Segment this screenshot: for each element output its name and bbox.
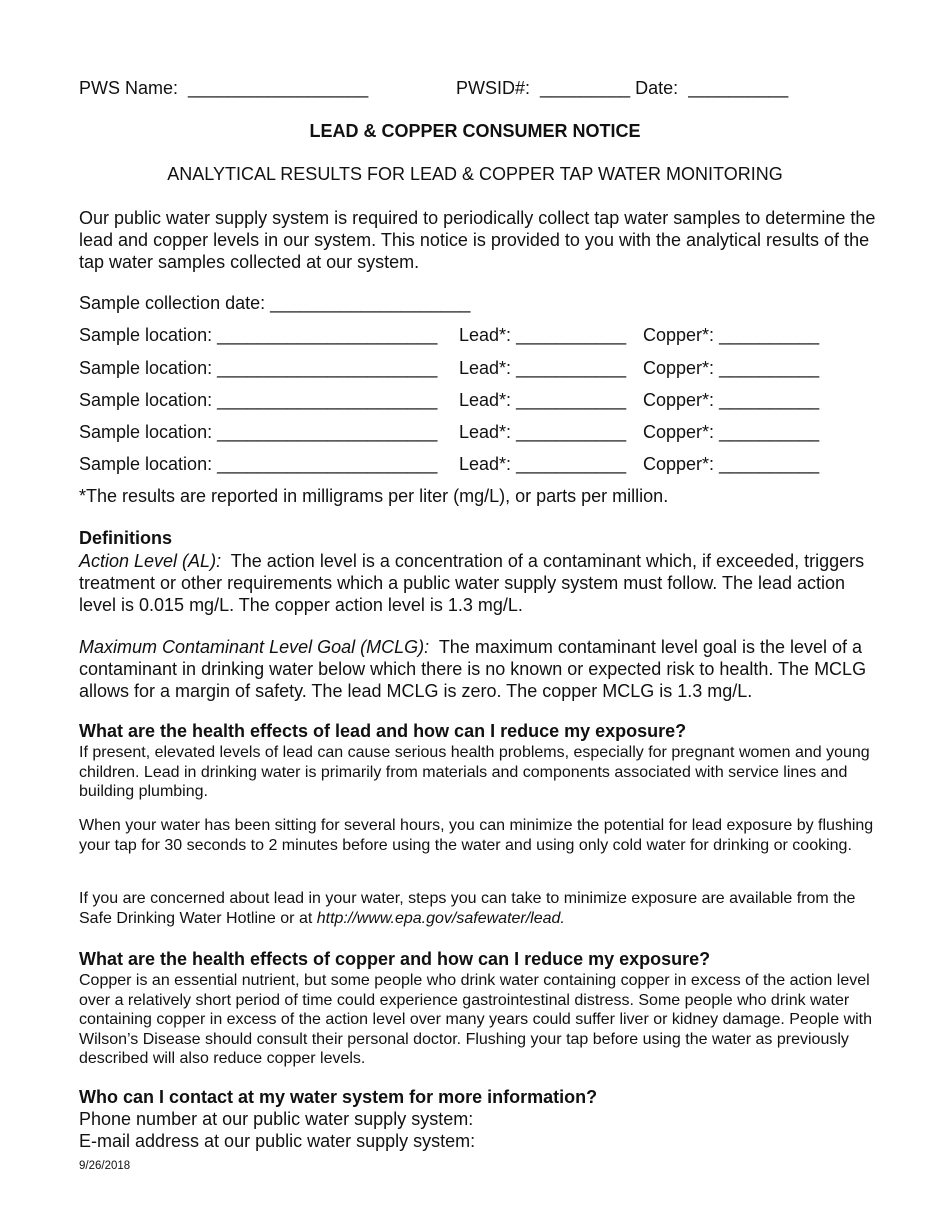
action-level-term: Action Level (AL): [79, 551, 222, 571]
pws-name-label: PWS Name: [79, 78, 179, 98]
lead-blank[interactable]: ___________ [516, 454, 627, 474]
sample-location-blank[interactable]: ______________________ [217, 454, 438, 474]
copper-label: Copper*: [643, 390, 715, 410]
lead-blank[interactable]: ___________ [516, 358, 627, 378]
copper-blank[interactable]: __________ [719, 390, 820, 410]
units-note: *The results are reported in milligrams per liter (mg/L), or parts per million. [79, 486, 669, 506]
contact-phone-label: Phone number at our public water supply system: [79, 1109, 474, 1129]
mclg-text: The maximum contaminant level goal is the level of a contaminant in drinking water below which there is no known or expected risk to health. The MCLG allows for a margin of safety. The lead MCLG is zero. The copper MCLG is 1.3 mg/L. [79, 637, 867, 701]
page-subtitle: ANALYTICAL RESULTS FOR LEAD & COPPER TAP WATER MONITORING [167, 164, 783, 184]
lead-label: Lead*: [459, 422, 512, 442]
page-title: LEAD & COPPER CONSUMER NOTICE [309, 121, 641, 141]
lead-label: Lead*: [459, 390, 512, 410]
lead-paragraph-3-text: If you are concerned about lead in your water, steps you can take to minimize exposure are available from the Safe Drinking Water Hotline or at [79, 890, 856, 927]
date-label: Date: [635, 78, 679, 98]
copper-section-heading: What are the health effects of copper and how can I reduce my exposure? [79, 949, 711, 969]
lead-paragraph-2: When your water has been sitting for several hours, you can minimize the potential for lead exposure by flushing your tap for 30 seconds to 2 minutes before using the water and using only cold water for drinking or cooking. [79, 817, 874, 854]
lead-blank[interactable]: ___________ [516, 325, 627, 345]
copper-paragraph: Copper is an essential nutrient, but some people who drink water containing copper in excess of the action level over a relatively short period of time could experience gastrointestinal distress. Some people who drink water containing copper in excess of the action level over many years could suffer liver or kidney damage. People with Wilson’s Disease should consult their personal doctor. Flushing your tap before using the water as previously described will also reduce copper levels. [79, 972, 873, 1067]
collection-date-label: Sample collection date: [79, 293, 266, 313]
footer-date: 9/26/2018 [79, 1160, 131, 1172]
lead-label: Lead*: [459, 454, 512, 474]
copper-blank[interactable]: __________ [719, 325, 820, 345]
sample-location-label: Sample location: [79, 422, 213, 442]
lead-blank[interactable]: ___________ [516, 390, 627, 410]
action-level-text: The action level is a concentration of a contaminant which, if exceeded, triggers treatment or other requirements which a public water supply system must follow. The lead action level is 0.015 mg/L. The copper action level is 1.3 mg/L. [79, 551, 865, 615]
sample-location-blank[interactable]: ______________________ [217, 390, 438, 410]
action-level-definition [79, 550, 879, 616]
pwsid-label: PWSID#: [456, 78, 531, 98]
collection-date-blank[interactable]: ____________________ [270, 293, 471, 313]
pwsid-blank[interactable]: _________ [540, 78, 631, 98]
sample-location-blank[interactable]: ______________________ [217, 358, 438, 378]
pws-name-blank[interactable]: __________________ [188, 78, 369, 98]
collection-date-field [79, 293, 470, 314]
copper-label: Copper*: [643, 422, 715, 442]
lead-paragraph-1: If present, elevated levels of lead can cause serious health problems, especially for pregnant women and young children. Lead in drinking water is primarily from materials and components associated with service lines and building plumbing. [79, 744, 870, 800]
mclg-definition [79, 636, 879, 702]
mclg-term: Maximum Contaminant Level Goal (MCLG): [79, 637, 430, 657]
epa-lead-link[interactable]: http://www.epa.gov/safewater/lead. [316, 909, 565, 927]
lead-blank[interactable]: ___________ [516, 422, 627, 442]
copper-blank[interactable]: __________ [719, 422, 820, 442]
lead-section-heading: What are the health effects of lead and how can I reduce my exposure? [79, 721, 687, 741]
sample-location-blank[interactable]: ______________________ [217, 422, 438, 442]
lead-paragraph-3 [79, 889, 879, 928]
contact-email-label: E-mail address at our public water supply system: [79, 1131, 476, 1151]
pwsid-field [456, 78, 788, 99]
copper-blank[interactable]: __________ [719, 454, 820, 474]
sample-location-label: Sample location: [79, 325, 213, 345]
sample-location-label: Sample location: [79, 454, 213, 474]
sample-location-label: Sample location: [79, 358, 213, 378]
lead-label: Lead*: [459, 325, 512, 345]
lead-label: Lead*: [459, 358, 512, 378]
sample-location-blank[interactable]: ______________________ [217, 325, 438, 345]
sample-location-label: Sample location: [79, 390, 213, 410]
copper-label: Copper*: [643, 454, 715, 474]
copper-blank[interactable]: __________ [719, 358, 820, 378]
date-blank[interactable]: __________ [688, 78, 789, 98]
copper-label: Copper*: [643, 358, 715, 378]
copper-label: Copper*: [643, 325, 715, 345]
contact-heading: Who can I contact at my water system for more information? [79, 1087, 598, 1107]
intro-paragraph: Our public water supply system is required to periodically collect tap water samples to determine the lead and copper levels in our system. This notice is provided to you with the analytical results of the tap water samples collected at our system. [79, 208, 876, 272]
pws-name-field [79, 78, 368, 99]
definitions-heading: Definitions [79, 528, 172, 548]
